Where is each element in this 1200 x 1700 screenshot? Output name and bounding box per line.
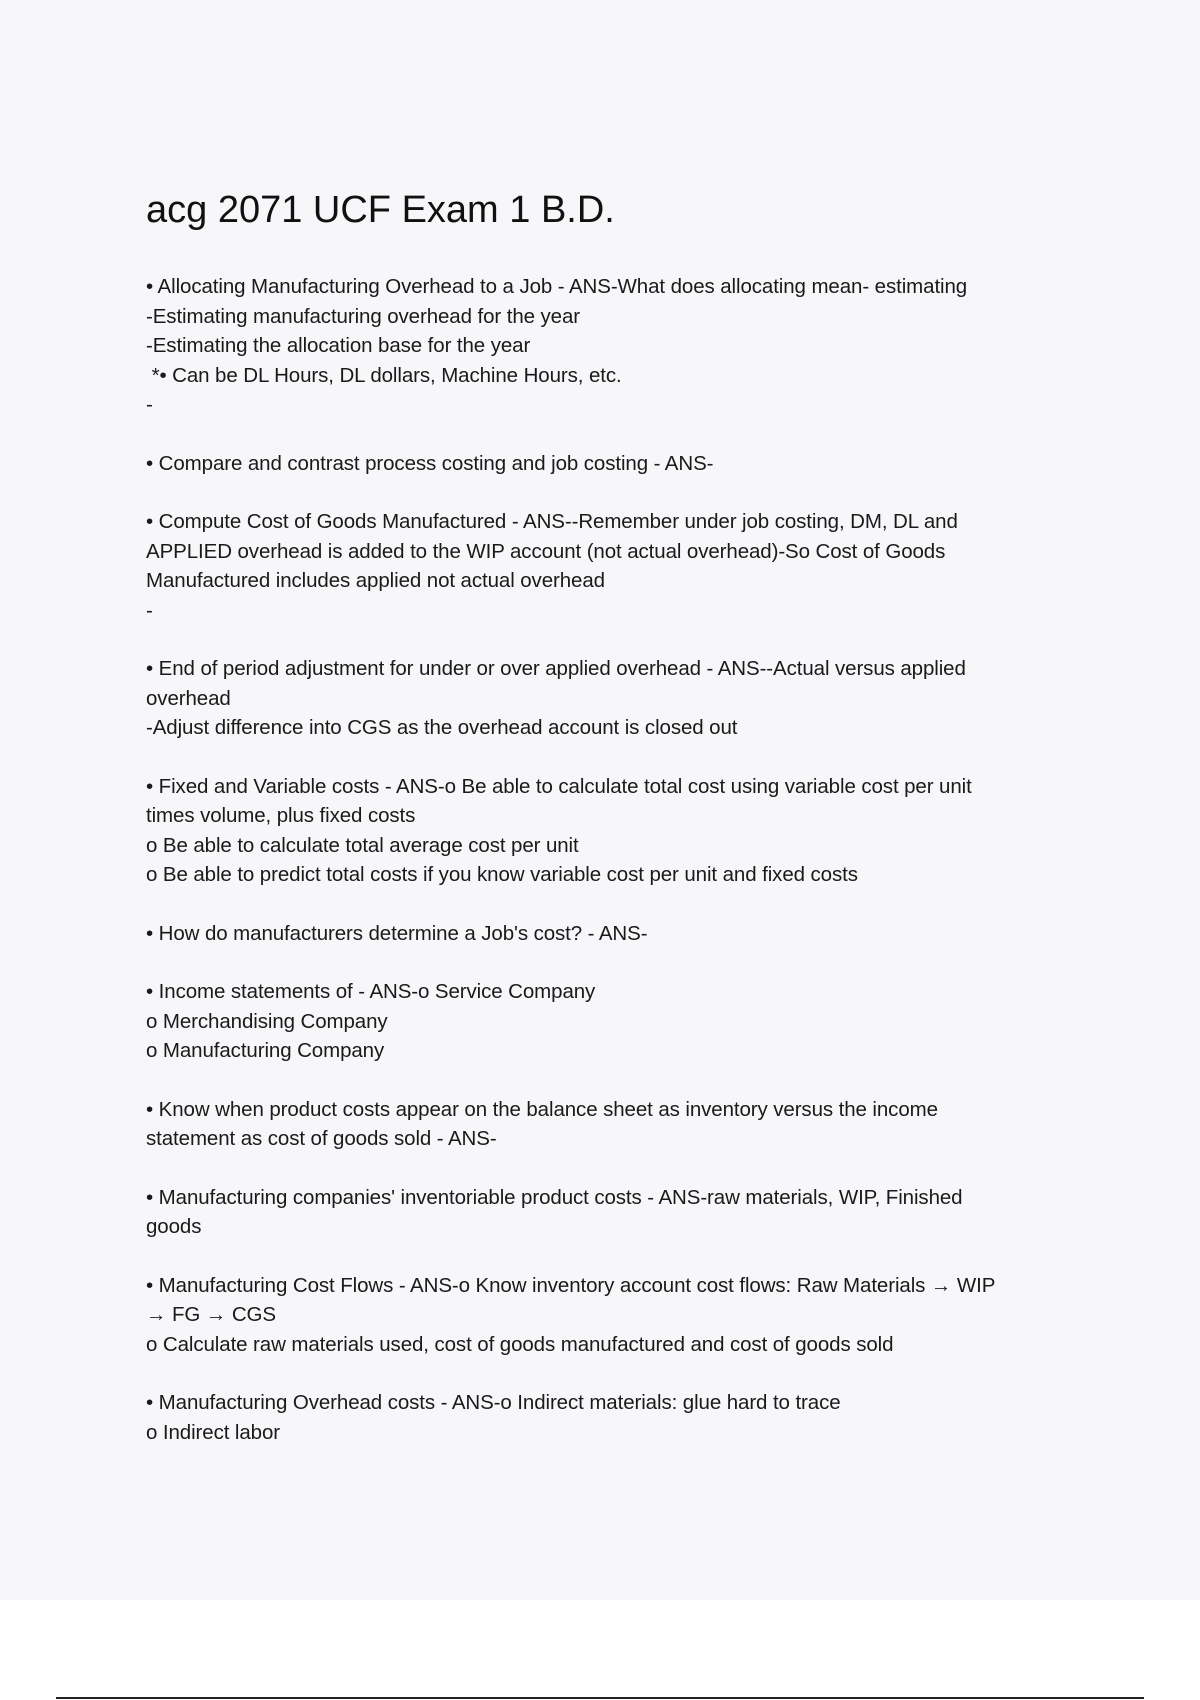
qa-entry [146, 449, 1086, 479]
qa-entry [146, 772, 1086, 890]
entry-line: times volume, plus fixed costs [146, 804, 416, 827]
page-divider [56, 1697, 1144, 1699]
entry-line: *• Can be DL Hours, DL dollars, Machine Hours, etc. [146, 363, 622, 387]
qa-entry [146, 977, 1086, 1066]
qa-entry [146, 1388, 1086, 1447]
qa-entry [146, 1095, 1086, 1154]
entry-line: o Manufacturing Company [146, 1039, 385, 1062]
entry-line: • Income statements of - ANS-o Service Company [146, 980, 596, 1003]
entry-line: - [146, 598, 153, 622]
entry-line: → FG → CGS [146, 1303, 276, 1326]
entry-line: - [146, 393, 153, 416]
entry-line: • Manufacturing Overhead costs - ANS-o Indirect materials: glue hard to trace [146, 1391, 841, 1414]
entry-line: • Manufacturing Cost Flows - ANS-o Know inventory account cost flows: Raw Materials → WIP [146, 1273, 996, 1297]
entry-line: -Estimating the allocation base for the year [146, 334, 531, 357]
entry-line: goods [146, 1215, 202, 1238]
entry-line: overhead [146, 686, 231, 710]
entry-line: • Compute Cost of Goods Manufactured - ANS--Remember under job costing, DM, DL and [146, 510, 958, 533]
entry-line: • Know when product costs appear on the balance sheet as inventory versus the income [146, 1097, 938, 1121]
entry-line: APPLIED overhead is added to the WIP account (not actual overhead)-So Cost of Goods [146, 539, 946, 563]
entry-line: o Be able to predict total costs if you know variable cost per unit and fixed costs [146, 863, 858, 886]
entry-line: • Manufacturing companies' inventoriable product costs - ANS-raw materials, WIP, Finished [146, 1185, 963, 1209]
qa-entry [146, 272, 1086, 420]
entry-line: o Be able to calculate total average cost per unit [146, 833, 579, 857]
qa-entry [146, 919, 1086, 949]
qa-entry [146, 1183, 1086, 1242]
document-title: acg 2071 UCF Exam 1 B.D. [146, 189, 615, 231]
entry-line: o Calculate raw materials used, cost of goods manufactured and cost of goods sold [146, 1332, 894, 1356]
entry-line: • Fixed and Variable costs - ANS-o Be able to calculate total cost using variable cost per unit [146, 774, 972, 798]
qa-entry [146, 507, 1086, 625]
entry-line: Manufactured includes applied not actual overhead [146, 569, 605, 592]
entry-line: • Allocating Manufacturing Overhead to a Job - ANS-What does allocating mean- estimating [146, 275, 968, 298]
entry-list [146, 272, 1086, 1447]
entry-line: • Compare and contrast process costing and job costing - ANS- [146, 451, 714, 475]
entry-line: o Indirect labor [146, 1420, 281, 1444]
entry-line: statement as cost of goods sold - ANS- [146, 1127, 497, 1150]
entry-line: • End of period adjustment for under or over applied overhead - ANS--Actual versus applied [146, 657, 966, 680]
entry-line: -Adjust difference into CGS as the overhead account is closed out [146, 716, 738, 739]
entry-line: • How do manufacturers determine a Job's cost? - ANS- [146, 921, 648, 945]
entry-line: o Merchandising Company [146, 1009, 388, 1033]
qa-entry [146, 1271, 1086, 1360]
document-content [146, 186, 1086, 1476]
entry-line: -Estimating manufacturing overhead for the year [146, 304, 580, 328]
qa-entry [146, 654, 1086, 743]
